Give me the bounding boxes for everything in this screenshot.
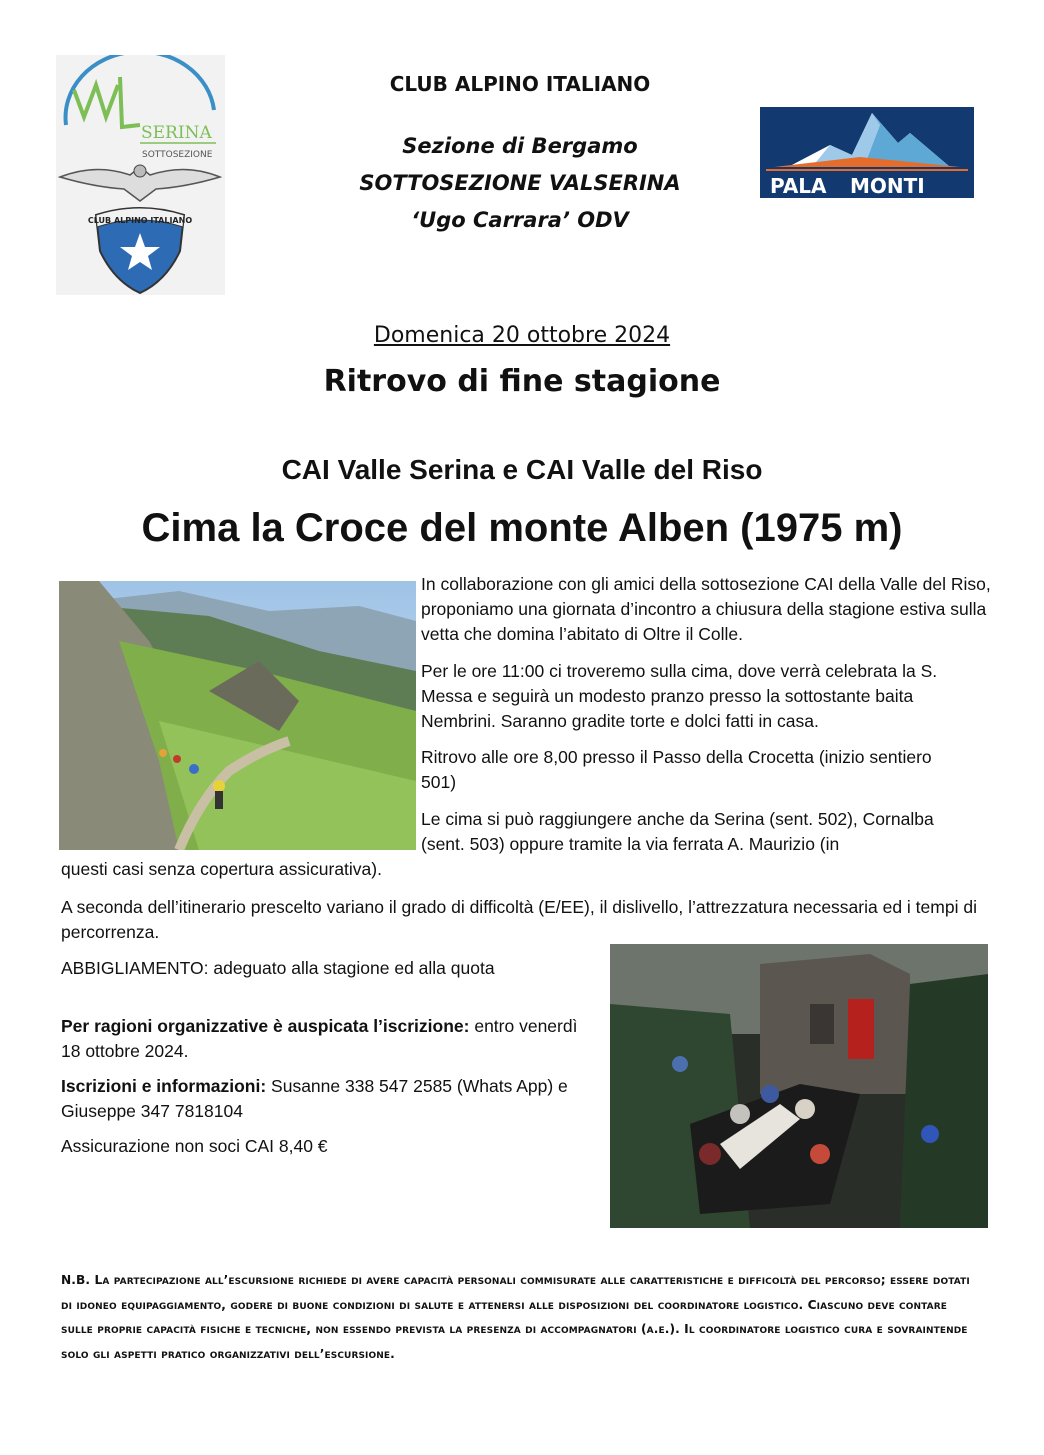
registration-deadline: entro venerdì 18 ottobre 2024.: [61, 1016, 578, 1061]
sezione-line: ‘Ugo Carrara’ ODV: [411, 208, 629, 232]
event-date: Domenica 20 ottobre 2024: [373, 323, 671, 348]
paragraph-difficulty: A seconda dell’itinerario prescelto variano il grado di difficoltà (E/EE), il dislivello, l’attrezzatura necessaria ed i tempi di percorrenza.: [61, 897, 977, 942]
svg-text:SOTTOSEZIONE: SOTTOSEZIONE: [142, 150, 213, 160]
sezione-line: Sezione di Bergamo: [402, 134, 638, 158]
paragraph-collaboration: In collaborazione con gli amici della sottosezione CAI della Valle del Riso, proponiamo una giornata d’incontro a chiusura della stagione estiva sulla vetta che domina l’abitato di Oltre il Colle.: [421, 574, 991, 644]
svg-text:MONTI: MONTI: [850, 174, 925, 198]
paragraph-meeting-point: Ritrovo alle ore 8,00 presso il Passo della Crocetta (inizio sentiero 501): [421, 747, 932, 792]
paragraph-contacts: [61, 1074, 601, 1124]
registration-label: Per ragioni organizzative è auspicata l’iscrizione:: [61, 1016, 470, 1036]
paragraph-schedule: Per le ore 11:00 ci troveremo sulla cima, dove verrà celebrata la S. Messa e seguirà un modesto pranzo presso la sottostante baita Nembrini. Saranno gradite torte e dolci fatti in casa.: [421, 661, 938, 731]
cai-valserina-logo: [56, 55, 225, 295]
sezione-line: SOTTOSEZIONE VALSERINA: [359, 171, 681, 195]
event-destination: Cima la Croce del monte Alben (1975 m): [141, 506, 903, 550]
mountain-trail-photo: [59, 581, 416, 850]
svg-text:SERINA: SERINA: [141, 123, 212, 143]
paragraph-registration: [61, 1014, 601, 1064]
palamonti-logo: [760, 107, 974, 198]
sezione-block: [320, 128, 720, 239]
svg-text:CLUB ALPINO ITALIANO: CLUB ALPINO ITALIANO: [87, 216, 193, 225]
contacts-details: Susanne 338 547 2585 (Whats App) e Giuseppe 347 7818104: [61, 1076, 568, 1121]
svg-text:PALA: PALA: [770, 174, 827, 198]
paragraph-routes-cont: questi casi senza copertura assicurativa).: [61, 859, 382, 879]
paragraph-routes: Le cima si può raggiungere anche da Serina (sent. 502), Cornalba (sent. 503) oppure tramite la via ferrata A. Maurizio (in: [421, 809, 934, 854]
disclaimer-note: N.B. La partecipazione all’escursione richiede di avere capacità personali commisurate alle caratteristiche e difficoltà del percorso; essere dotati di idoneo equipaggiamento, godere di buone condizioni di salute e attenersi alle disposizioni del coordinatore logistico. Ciascuno deve contare sulle proprie capacità fisiche e tecniche, non essendo prevista la presenza di accompagnatori (a.e.). Il coordinatore logistico cura e sovraintende solo gli aspetti pratico organizzativi dell’escursione.: [61, 1273, 970, 1361]
contacts-label: Iscrizioni e informazioni:: [61, 1076, 267, 1096]
baita-lunch-photo: [610, 944, 988, 1228]
paragraph-insurance: Assicurazione non soci CAI 8,40 €: [61, 1136, 328, 1156]
event-organizers: CAI Valle Serina e CAI Valle del Riso: [281, 454, 763, 485]
paragraph-clothing: ABBIGLIAMENTO: adeguato alla stagione ed alla quota: [61, 958, 495, 978]
event-title: Ritrovo di fine stagione: [323, 364, 721, 399]
club-name: CLUB ALPINO ITALIANO: [389, 72, 651, 96]
